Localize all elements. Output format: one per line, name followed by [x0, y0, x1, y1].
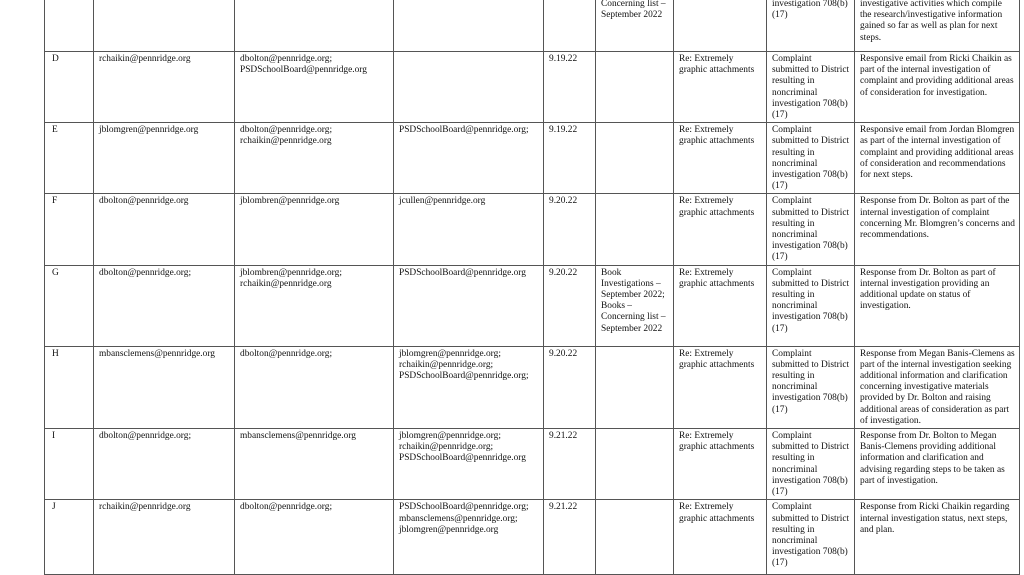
date-text: 9.20.22	[549, 196, 578, 207]
from-text: rchaikin@pennridge.org	[99, 54, 191, 64]
to-text: dbolton@pennridge.org; PSDSchoolBoard@pennridge.org	[240, 54, 367, 76]
cell-attachments	[596, 265, 674, 346]
table-row	[45, 0, 1020, 52]
cell-attachments	[596, 52, 674, 123]
table-row	[45, 346, 1020, 428]
cell-from	[94, 429, 235, 500]
cell-from	[94, 194, 235, 265]
subject-text: Re: Extremely graphic attachments	[679, 125, 755, 147]
cell-description	[855, 0, 1020, 52]
subject-text: Re: Extremely graphic attachments	[679, 196, 755, 218]
cell-privilege	[767, 123, 855, 194]
doc-text: E	[52, 125, 58, 136]
cell-doc	[45, 0, 94, 52]
cell-doc	[45, 123, 94, 194]
cell-subject	[674, 52, 767, 123]
cell-cc	[394, 52, 544, 123]
cell-from	[94, 346, 235, 428]
cell-subject	[674, 0, 767, 52]
cell-subject	[674, 265, 767, 346]
privilege-text: Complaint submitted to District resulting in noncriminal investigation 708(b)(17)	[772, 348, 850, 415]
description-text: investigative activities which compile the research/investigative information gained so far as well as plan for next steps.	[860, 0, 1003, 43]
cell-date	[544, 123, 596, 194]
doc-text: J	[52, 502, 56, 513]
cell-subject	[674, 346, 767, 428]
cell-attachments	[596, 429, 674, 500]
table-row	[45, 429, 1020, 500]
doc-text: H	[52, 348, 59, 359]
cell-attachments	[596, 346, 674, 428]
doc-text: I	[52, 431, 56, 442]
table-row	[45, 265, 1020, 346]
cell-cc	[394, 346, 544, 428]
cell-doc	[45, 346, 94, 428]
description-text: Response from Ricki Chaikin regarding internal investigation status, next steps, and plan.	[860, 502, 1010, 535]
privilege-text: Complaint submitted to District resulting in noncriminal investigation 708(b)(17)	[772, 267, 850, 334]
cell-to	[235, 0, 394, 52]
cell-description	[855, 346, 1020, 428]
subject-text: Re: Extremely graphic attachments	[679, 54, 755, 76]
subject-text: Re: Extremely graphic attachments	[679, 431, 755, 453]
cell-from	[94, 265, 235, 346]
cell-subject	[674, 123, 767, 194]
cell-cc	[394, 0, 544, 52]
cell-to	[235, 52, 394, 123]
to-text: dbolton@pennridge.org;	[240, 502, 333, 513]
cell-description	[855, 123, 1020, 194]
cc-text: PSDSchoolBoard@pennridge.org;	[399, 125, 529, 136]
privilege-text: Complaint submitted to District resulting in noncriminal investigation 708(b)(17)	[772, 196, 850, 263]
from-text: rchaikin@pennridge.org	[99, 502, 191, 513]
cell-privilege	[767, 194, 855, 265]
cell-privilege	[767, 52, 855, 123]
description-text: Response from Dr. Bolton as part of the internal investigation of complaint concerning Mr. Blomgren’s concerns and recommendations.	[860, 196, 1015, 241]
table-row	[45, 52, 1020, 123]
cell-to	[235, 346, 394, 428]
attachments-text: Book Investigations – September 2022; Books – Concerning list – September 2022	[601, 267, 666, 334]
from-text: jblomgren@pennridge.org	[99, 125, 199, 136]
cc-text: jblomgren@pennridge.org; rchaikin@pennridge.org; PSDSchoolBoard@pennridge.org;	[399, 348, 529, 382]
cell-to	[235, 123, 394, 194]
cell-privilege	[767, 346, 855, 428]
description-text: Responsive email from Ricki Chaikin as part of the internal investigation of complaint and providing additional areas of consideration for investigation.	[860, 54, 1014, 98]
description-text: Response from Dr. Bolton as part of internal investigation providing an additional update on status of investigation.	[860, 267, 996, 312]
cc-text: jcullen@pennridge.org	[399, 196, 486, 207]
cell-privilege	[767, 0, 855, 52]
doc-text: D	[52, 54, 59, 64]
cell-doc	[45, 52, 94, 123]
cell-attachments	[596, 194, 674, 265]
date-text: 9.20.22	[549, 348, 578, 359]
cell-date	[544, 0, 596, 52]
description-text: Responsive email from Jordan Blomgren as part of the internal investigation of complaint and providing additional areas of consideration and recommendations for next steps.	[860, 125, 1015, 181]
cell-description	[855, 194, 1020, 265]
date-text: 9.21.22	[549, 502, 578, 513]
privilege-text: Complaint submitted to District resulting in noncriminal investigation 708(b)(17)	[772, 125, 850, 192]
attachments-text: Concerning list – September 2022	[601, 0, 666, 21]
from-text: dbolton@pennridge.org;	[99, 431, 192, 442]
cell-cc	[394, 194, 544, 265]
subject-text: Re: Extremely graphic attachments	[679, 267, 755, 289]
date-text: 9.20.22	[549, 267, 578, 278]
description-text: Response from Megan Banis-Clemens as part of the internal investigation seeking additional information and clarification concerning investigative materials provided by Dr. Bolton and raising additional areas of consideration as part of investigation.	[860, 348, 1015, 426]
privilege-text: Complaint submitted to District resulting in noncriminal investigation 708(b)(17)	[772, 431, 850, 498]
cell-attachments	[596, 123, 674, 194]
doc-text: F	[52, 196, 58, 207]
cell-from	[94, 123, 235, 194]
table-row	[45, 123, 1020, 194]
cell-date	[544, 194, 596, 265]
cell-privilege	[767, 265, 855, 346]
cell-to	[235, 265, 394, 346]
cell-doc	[45, 194, 94, 265]
from-text: mbansclemens@pennridge.org	[99, 348, 215, 359]
cell-privilege	[767, 429, 855, 500]
to-text: jblombren@pennridge.org; rchaikin@pennridge.org	[240, 267, 342, 289]
cell-subject	[674, 429, 767, 500]
to-text: dbolton@pennridge.org;	[240, 348, 333, 359]
to-text: jblombren@pennridge.org	[240, 196, 340, 207]
cell-cc	[394, 429, 544, 500]
cell-date	[544, 265, 596, 346]
privilege-text: Complaint submitted to District resulting in noncriminal investigation 708(b)(17)	[772, 54, 850, 121]
privilege-text: investigation 708(b)(17)	[772, 0, 848, 21]
cell-cc	[394, 265, 544, 346]
to-text: dbolton@pennridge.org; rchaikin@pennridge.org	[240, 125, 333, 147]
cell-doc	[45, 265, 94, 346]
privilege-text: Complaint submitted to District resulting in noncriminal investigation 708(b)(17)	[772, 502, 850, 569]
cell-to	[235, 194, 394, 265]
doc-text: G	[52, 267, 59, 278]
cell-doc	[45, 429, 94, 500]
cell-cc	[394, 123, 544, 194]
cell-subject	[674, 194, 767, 265]
cell-date	[544, 52, 596, 123]
from-text: dbolton@pennridge.org;	[99, 267, 192, 278]
table-row	[45, 194, 1020, 265]
to-text: mbansclemens@pennridge.org	[240, 431, 356, 442]
date-text: 9.21.22	[549, 431, 578, 442]
cell-to	[235, 429, 394, 500]
cc-text: PSDSchoolBoard@pennridge.org; mbansclemens@pennridge.org; jblomgren@pennridge.org	[399, 502, 529, 535]
cell-attachments	[596, 0, 674, 52]
cell-description	[855, 52, 1020, 123]
cell-description	[855, 265, 1020, 346]
date-text: 9.19.22	[549, 125, 578, 136]
subject-text: Re: Extremely graphic attachments	[679, 348, 755, 370]
cell-date	[544, 346, 596, 428]
cell-description	[855, 429, 1020, 500]
from-text: dbolton@pennridge.org	[99, 196, 189, 207]
privilege-log-table	[44, 0, 1020, 575]
cell-from	[94, 52, 235, 123]
cc-text: jblomgren@pennridge.org; rchaikin@pennridge.org; PSDSchoolBoard@pennridge.org	[399, 431, 526, 464]
cell-from	[94, 0, 235, 52]
subject-text: Re: Extremely graphic attachments	[679, 502, 755, 524]
description-text: Response from Dr. Bolton to Megan Banis-Clemens providing additional information and clarification and advising regarding steps to be taken as part of investigation.	[860, 431, 1005, 486]
cc-text: PSDSchoolBoard@pennridge.org	[399, 267, 526, 278]
privilege-log-body	[45, 0, 1020, 575]
cell-date	[544, 429, 596, 500]
date-text: 9.19.22	[549, 54, 578, 64]
